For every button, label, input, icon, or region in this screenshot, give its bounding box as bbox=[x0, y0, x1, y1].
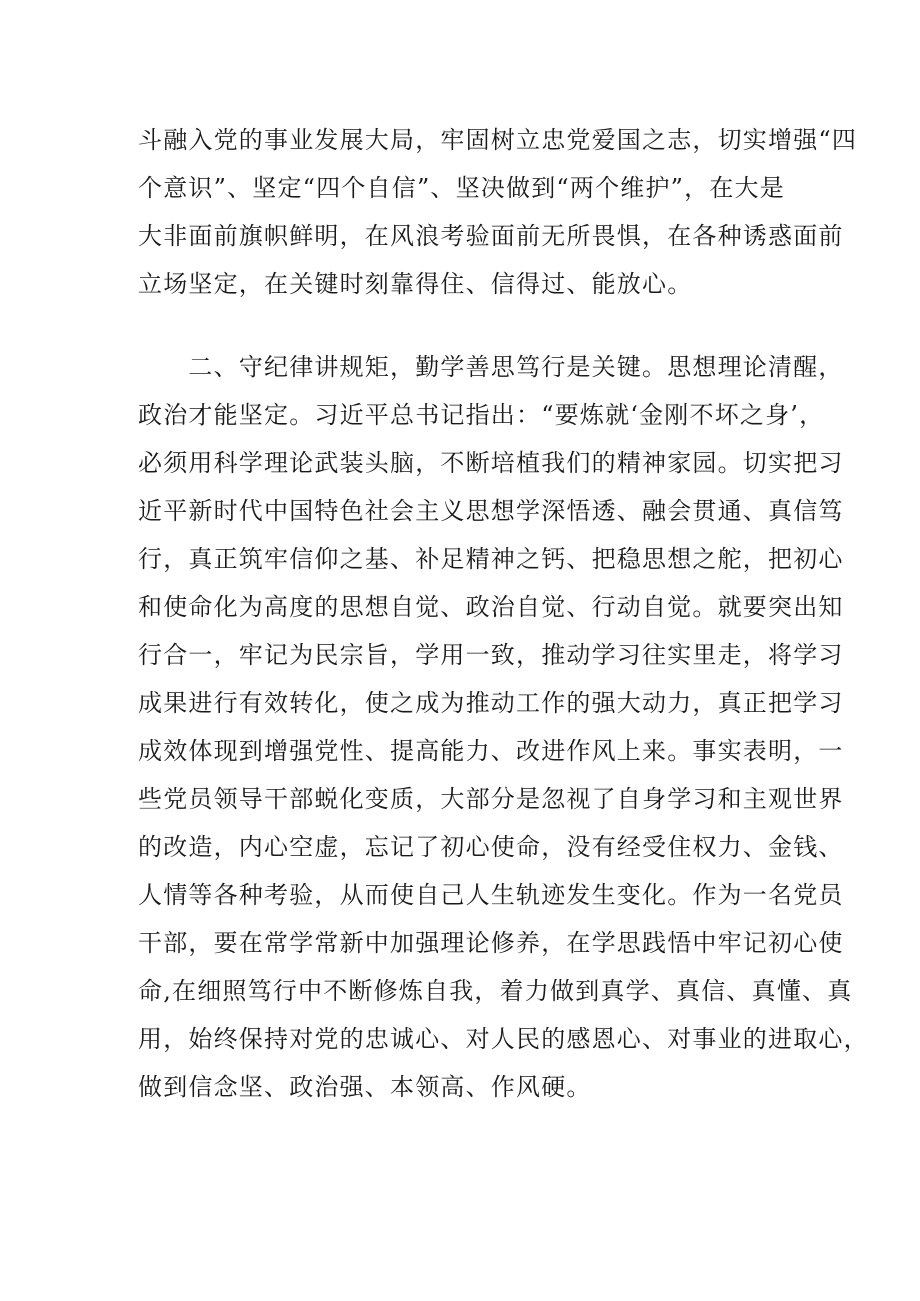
paragraph-line: 行合一，牢记为民宗旨，学用一致，推动学习往实里走，将学习 bbox=[138, 641, 844, 669]
paragraph-line: 二、守纪律讲规矩，勤学善思笃行是关键。思想理论清醒， bbox=[138, 353, 844, 381]
paragraph-line: 做到信念坚、政治强、本领高、作风硬。 bbox=[138, 1073, 592, 1101]
paragraph-line: 的改造，内心空虚，忘记了初心使命，没有经受住权力、金钱、 bbox=[138, 833, 844, 861]
paragraph-line: 命,在细照笃行中不断修炼自我，着力做到真学、真信、真懂、真 bbox=[138, 977, 853, 1005]
paragraph-line: 行，真正筑牢信仰之基、补足精神之钙、把稳思想之舵，把初心 bbox=[138, 545, 844, 573]
paragraph-line: 用，始终保持对党的忠诚心、对人民的感恩心、对事业的进取心， bbox=[138, 1025, 869, 1053]
paragraph-line: 大非面前旗帜鲜明，在风浪考验面前无所畏惧，在各种诱惑面前 bbox=[138, 222, 844, 250]
paragraph-line: 成效体现到增强党性、提高能力、改进作风上来。事实表明，一 bbox=[138, 737, 844, 765]
paragraph-line: 政治才能坚定。习近平总书记指出：“要炼就‘金刚不坏之身’， bbox=[138, 401, 825, 429]
paragraph-line: 斗融入党的事业发展大局，牢固树立忠党爱国之志，切实增强“四 bbox=[138, 126, 858, 154]
paragraph-line: 个意识”、坚定“四个自信”、坚决做到“两个维护”，在大是 bbox=[138, 174, 785, 202]
paragraph-line: 和使命化为高度的思想自觉、政治自觉、行动自觉。就要突出知 bbox=[138, 593, 844, 621]
paragraph-line: 成果进行有效转化，使之成为推动工作的强大动力，真正把学习 bbox=[138, 689, 844, 717]
paragraph-line: 必须用科学理论武装头脑，不断培植我们的精神家园。切实把习 bbox=[138, 449, 844, 477]
paragraph-line: 人情等各种考验，从而使自己人生轨迹发生变化。作为一名党员 bbox=[138, 881, 844, 909]
paragraph-2 bbox=[138, 343, 869, 1111]
paragraph-line: 立场坚定，在关键时刻靠得住、信得过、能放心。 bbox=[138, 270, 693, 298]
paragraph-line: 些党员领导干部蜕化变质，大部分是忽视了自身学习和主观世界 bbox=[138, 785, 844, 813]
paragraph-1 bbox=[138, 116, 858, 308]
paragraph-line: 干部，要在常学常新中加强理论修养，在学思践悟中牢记初心使 bbox=[138, 929, 844, 957]
paragraph-line: 近平新时代中国特色社会主义思想学深悟透、融会贯通、真信笃 bbox=[138, 497, 844, 525]
